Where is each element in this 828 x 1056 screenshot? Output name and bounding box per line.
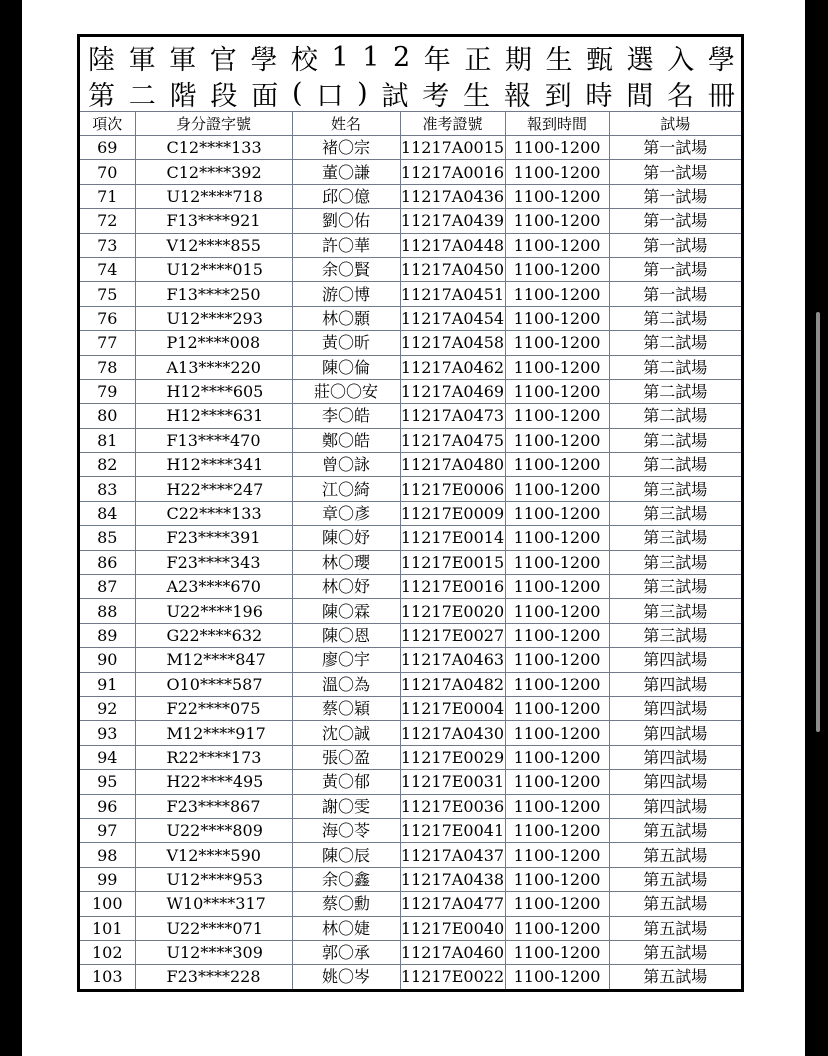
cell-name: 許〇華 (292, 233, 400, 257)
cell-report-time: 1100-1200 (505, 892, 609, 916)
cell-index: 78 (80, 355, 135, 379)
title-char: 正 (464, 44, 492, 76)
cell-index: 90 (80, 648, 135, 672)
table-row (80, 233, 741, 257)
cell-id-number: A13****220 (135, 355, 292, 379)
cell-index: 91 (80, 672, 135, 696)
cell-exam-room: 第三試場 (609, 477, 741, 501)
cell-admission-number: 11217A0015 (400, 136, 505, 160)
cell-exam-room: 第四試場 (609, 770, 741, 794)
table-row (80, 892, 741, 916)
table-row (80, 648, 741, 672)
cell-report-time: 1100-1200 (505, 233, 609, 257)
cell-exam-room: 第三試場 (609, 501, 741, 525)
title-char: 1 (331, 41, 349, 73)
cell-admission-number: 11217E0029 (400, 745, 505, 769)
cell-name: 黃〇郁 (292, 770, 400, 794)
cell-exam-room: 第二試場 (609, 379, 741, 403)
header-id-number: 身分證字號 (135, 112, 292, 136)
cell-name: 謝〇雯 (292, 794, 400, 818)
cell-admission-number: 11217A0482 (400, 672, 505, 696)
title-char: 生 (545, 44, 573, 76)
cell-admission-number: 11217A0469 (400, 379, 505, 403)
cell-report-time: 1100-1200 (505, 648, 609, 672)
table-row (80, 453, 741, 477)
cell-report-time: 1100-1200 (505, 940, 609, 964)
table-row (80, 575, 741, 599)
cell-report-time: 1100-1200 (505, 599, 609, 623)
table-row (80, 477, 741, 501)
cell-report-time: 1100-1200 (505, 770, 609, 794)
cell-name: 鄭〇皓 (292, 428, 400, 452)
cell-id-number: C12****392 (135, 160, 292, 184)
title-char: 1 (362, 41, 380, 73)
cell-id-number: C22****133 (135, 501, 292, 525)
cell-name: 余〇賢 (292, 257, 400, 281)
cell-admission-number: 11217A0448 (400, 233, 505, 257)
cell-name: 姚〇岑 (292, 965, 400, 989)
table-row (80, 696, 741, 720)
cell-report-time: 1100-1200 (505, 550, 609, 574)
title-char: 官 (209, 44, 237, 76)
table-row (80, 184, 741, 208)
cell-name: 莊〇〇安 (292, 379, 400, 403)
header-index: 項次 (80, 112, 135, 136)
cell-report-time: 1100-1200 (505, 379, 609, 403)
cell-name: 林〇顥 (292, 306, 400, 330)
table-row (80, 794, 741, 818)
cell-admission-number: 11217E0004 (400, 696, 505, 720)
cell-name: 劉〇佑 (292, 209, 400, 233)
table-row (80, 916, 741, 940)
title-line-1 (88, 39, 735, 75)
table-row (80, 331, 741, 355)
cell-exam-room: 第三試場 (609, 575, 741, 599)
cell-admission-number: 11217A0436 (400, 184, 505, 208)
title-char: 生 (463, 80, 491, 112)
cell-name: 海〇苓 (292, 818, 400, 842)
cell-id-number: G22****632 (135, 623, 292, 647)
cell-index: 73 (80, 233, 135, 257)
cell-admission-number: 11217A0480 (400, 453, 505, 477)
title-char: 甄 (586, 44, 614, 76)
table-row (80, 721, 741, 745)
cell-admission-number: 11217E0016 (400, 575, 505, 599)
cell-name: 游〇博 (292, 282, 400, 306)
title-char: 軍 (169, 44, 197, 76)
title-char: 學 (250, 44, 278, 76)
cell-index: 99 (80, 867, 135, 891)
title-char: 軍 (128, 44, 156, 76)
cell-exam-room: 第五試場 (609, 867, 741, 891)
roster-document (77, 34, 744, 992)
table-row (80, 136, 741, 160)
title-char: 到 (544, 80, 572, 112)
cell-name: 張〇盈 (292, 745, 400, 769)
cell-id-number: F13****470 (135, 428, 292, 452)
cell-report-time: 1100-1200 (505, 575, 609, 599)
cell-name: 章〇彥 (292, 501, 400, 525)
cell-exam-room: 第二試場 (609, 355, 741, 379)
header-name: 姓名 (292, 112, 400, 136)
cell-exam-room: 第四試場 (609, 745, 741, 769)
cell-exam-room: 第二試場 (609, 453, 741, 477)
title-char: 年 (423, 44, 451, 76)
cell-name: 黃〇昕 (292, 331, 400, 355)
cell-admission-number: 11217E0031 (400, 770, 505, 794)
cell-exam-room: 第四試場 (609, 721, 741, 745)
cell-id-number: V12****855 (135, 233, 292, 257)
cell-report-time: 1100-1200 (505, 355, 609, 379)
title-char: 期 (504, 44, 532, 76)
cell-admission-number: 11217A0016 (400, 160, 505, 184)
cell-admission-number: 11217A0451 (400, 282, 505, 306)
cell-index: 100 (80, 892, 135, 916)
cell-index: 87 (80, 575, 135, 599)
title-char: 考 (422, 80, 450, 112)
cell-exam-room: 第四試場 (609, 794, 741, 818)
cell-index: 79 (80, 379, 135, 403)
cell-admission-number: 11217A0475 (400, 428, 505, 452)
table-row (80, 867, 741, 891)
title-char: 校 (290, 44, 318, 76)
cell-admission-number: 11217A0454 (400, 306, 505, 330)
table-row (80, 282, 741, 306)
cell-index: 81 (80, 428, 135, 452)
cell-index: 102 (80, 940, 135, 964)
header-exam-room: 試場 (609, 112, 741, 136)
table-row (80, 404, 741, 428)
cell-admission-number: 11217E0027 (400, 623, 505, 647)
cell-report-time: 1100-1200 (505, 745, 609, 769)
cell-id-number: U12****718 (135, 184, 292, 208)
cell-name: 陳〇霖 (292, 599, 400, 623)
cell-exam-room: 第一試場 (609, 209, 741, 233)
table-row (80, 428, 741, 452)
cell-name: 林〇婕 (292, 916, 400, 940)
cell-report-time: 1100-1200 (505, 867, 609, 891)
cell-admission-number: 11217A0473 (400, 404, 505, 428)
cell-index: 71 (80, 184, 135, 208)
cell-report-time: 1100-1200 (505, 696, 609, 720)
cell-index: 84 (80, 501, 135, 525)
title-char: 階 (169, 80, 197, 112)
table-row (80, 843, 741, 867)
cell-name: 林〇瓔 (292, 550, 400, 574)
cell-id-number: F13****250 (135, 282, 292, 306)
cell-id-number: F22****075 (135, 696, 292, 720)
cell-name: 陳〇恩 (292, 623, 400, 647)
cell-id-number: F23****391 (135, 526, 292, 550)
cell-index: 72 (80, 209, 135, 233)
cell-admission-number: 11217E0006 (400, 477, 505, 501)
cell-id-number: H12****605 (135, 379, 292, 403)
title-char: ( (291, 77, 303, 109)
cell-exam-room: 第五試場 (609, 843, 741, 867)
cell-admission-number: 11217A0437 (400, 843, 505, 867)
cell-exam-room: 第二試場 (609, 428, 741, 452)
cell-name: 陳〇倫 (292, 355, 400, 379)
cell-name: 蔡〇穎 (292, 696, 400, 720)
cell-index: 70 (80, 160, 135, 184)
cell-index: 77 (80, 331, 135, 355)
title-char: 冊 (707, 80, 735, 112)
table-row (80, 355, 741, 379)
cell-report-time: 1100-1200 (505, 209, 609, 233)
cell-index: 75 (80, 282, 135, 306)
cell-id-number: U22****071 (135, 916, 292, 940)
cell-exam-room: 第五試場 (609, 818, 741, 842)
cell-index: 103 (80, 965, 135, 989)
cell-report-time: 1100-1200 (505, 843, 609, 867)
cell-name: 曾〇詠 (292, 453, 400, 477)
title-line-2 (88, 75, 735, 111)
cell-report-time: 1100-1200 (505, 965, 609, 989)
title-char: 第 (88, 80, 115, 112)
cell-report-time: 1100-1200 (505, 623, 609, 647)
cell-report-time: 1100-1200 (505, 282, 609, 306)
cell-name: 林〇妤 (292, 575, 400, 599)
cell-admission-number: 11217A0477 (400, 892, 505, 916)
cell-exam-room: 第五試場 (609, 940, 741, 964)
cell-exam-room: 第三試場 (609, 526, 741, 550)
cell-index: 85 (80, 526, 135, 550)
cell-exam-room: 第四試場 (609, 696, 741, 720)
cell-index: 74 (80, 257, 135, 281)
cell-index: 92 (80, 696, 135, 720)
table-row (80, 818, 741, 842)
cell-report-time: 1100-1200 (505, 794, 609, 818)
cell-report-time: 1100-1200 (505, 916, 609, 940)
cell-id-number: O10****587 (135, 672, 292, 696)
cell-report-time: 1100-1200 (505, 818, 609, 842)
cell-report-time: 1100-1200 (505, 257, 609, 281)
cell-id-number: U12****953 (135, 867, 292, 891)
cell-admission-number: 11217A0438 (400, 867, 505, 891)
cell-report-time: 1100-1200 (505, 306, 609, 330)
cell-admission-number: 11217A0450 (400, 257, 505, 281)
table-row (80, 623, 741, 647)
cell-id-number: F23****343 (135, 550, 292, 574)
table-row (80, 940, 741, 964)
title-char: 陸 (88, 44, 115, 76)
cell-id-number: H12****631 (135, 404, 292, 428)
title-char: 面 (251, 80, 279, 112)
cell-name: 褚〇宗 (292, 136, 400, 160)
table-row (80, 745, 741, 769)
title-char: 間 (626, 80, 654, 112)
cell-admission-number: 11217A0458 (400, 331, 505, 355)
title-char: 選 (626, 44, 654, 76)
cell-report-time: 1100-1200 (505, 331, 609, 355)
cell-id-number: U12****015 (135, 257, 292, 281)
table-row (80, 160, 741, 184)
cell-exam-room: 第三試場 (609, 550, 741, 574)
cell-id-number: F23****867 (135, 794, 292, 818)
title-char: ) (357, 77, 368, 109)
cell-exam-room: 第一試場 (609, 184, 741, 208)
cell-admission-number: 11217E0040 (400, 916, 505, 940)
cell-exam-room: 第二試場 (609, 331, 741, 355)
cell-id-number: M12****847 (135, 648, 292, 672)
title-char: 名 (667, 80, 695, 112)
cell-report-time: 1100-1200 (505, 501, 609, 525)
cell-report-time: 1100-1200 (505, 184, 609, 208)
title-char: 學 (707, 44, 735, 76)
table-row (80, 209, 741, 233)
table-row (80, 501, 741, 525)
cell-index: 80 (80, 404, 135, 428)
title-char: 口 (316, 80, 344, 112)
cell-exam-room: 第五試場 (609, 916, 741, 940)
cell-admission-number: 11217E0009 (400, 501, 505, 525)
cell-exam-room: 第三試場 (609, 623, 741, 647)
cell-index: 83 (80, 477, 135, 501)
cell-id-number: F13****921 (135, 209, 292, 233)
table-row (80, 379, 741, 403)
scrollbar[interactable] (816, 312, 820, 732)
cell-admission-number: 11217A0439 (400, 209, 505, 233)
table-header-row (80, 112, 741, 136)
cell-admission-number: 11217E0036 (400, 794, 505, 818)
cell-id-number: H12****341 (135, 453, 292, 477)
cell-name: 江〇綺 (292, 477, 400, 501)
cell-name: 沈〇誠 (292, 721, 400, 745)
table-row (80, 965, 741, 989)
cell-id-number: V12****590 (135, 843, 292, 867)
cell-index: 98 (80, 843, 135, 867)
cell-name: 溫〇為 (292, 672, 400, 696)
cell-exam-room: 第一試場 (609, 160, 741, 184)
cell-exam-room: 第二試場 (609, 306, 741, 330)
cell-index: 88 (80, 599, 135, 623)
cell-name: 郭〇承 (292, 940, 400, 964)
table-row (80, 770, 741, 794)
cell-name: 陳〇辰 (292, 843, 400, 867)
cell-index: 89 (80, 623, 135, 647)
cell-exam-room: 第一試場 (609, 136, 741, 160)
title-char: 報 (503, 80, 531, 112)
cell-name: 廖〇宇 (292, 648, 400, 672)
cell-id-number: H22****247 (135, 477, 292, 501)
cell-name: 蔡〇勳 (292, 892, 400, 916)
cell-name: 邱〇億 (292, 184, 400, 208)
cell-report-time: 1100-1200 (505, 136, 609, 160)
document-title (80, 37, 741, 112)
cell-report-time: 1100-1200 (505, 526, 609, 550)
title-char: 2 (393, 41, 411, 73)
cell-exam-room: 第一試場 (609, 257, 741, 281)
title-char: 二 (128, 80, 156, 112)
cell-admission-number: 11217E0022 (400, 965, 505, 989)
title-char: 時 (585, 80, 613, 112)
cell-index: 86 (80, 550, 135, 574)
cell-id-number: W10****317 (135, 892, 292, 916)
cell-report-time: 1100-1200 (505, 477, 609, 501)
cell-exam-room: 第四試場 (609, 648, 741, 672)
cell-report-time: 1100-1200 (505, 404, 609, 428)
cell-id-number: U22****809 (135, 818, 292, 842)
cell-index: 97 (80, 818, 135, 842)
header-report-time: 報到時間 (505, 112, 609, 136)
cell-id-number: U12****293 (135, 306, 292, 330)
cell-admission-number: 11217E0020 (400, 599, 505, 623)
cell-index: 76 (80, 306, 135, 330)
cell-id-number: M12****917 (135, 721, 292, 745)
cell-admission-number: 11217A0460 (400, 940, 505, 964)
cell-exam-room: 第二試場 (609, 404, 741, 428)
roster-table (80, 111, 741, 989)
table-row (80, 672, 741, 696)
cell-report-time: 1100-1200 (505, 672, 609, 696)
cell-exam-room: 第一試場 (609, 233, 741, 257)
cell-name: 李〇皓 (292, 404, 400, 428)
table-row (80, 550, 741, 574)
header-admission-number: 准考證號 (400, 112, 505, 136)
cell-id-number: P12****008 (135, 331, 292, 355)
cell-admission-number: 11217E0041 (400, 818, 505, 842)
table-row (80, 599, 741, 623)
cell-admission-number: 11217A0463 (400, 648, 505, 672)
table-row (80, 526, 741, 550)
table-row (80, 306, 741, 330)
title-char: 段 (210, 80, 238, 112)
cell-admission-number: 11217A0430 (400, 721, 505, 745)
cell-admission-number: 11217E0014 (400, 526, 505, 550)
cell-admission-number: 11217E0015 (400, 550, 505, 574)
cell-exam-room: 第五試場 (609, 965, 741, 989)
cell-id-number: U22****196 (135, 599, 292, 623)
cell-id-number: F23****228 (135, 965, 292, 989)
cell-index: 94 (80, 745, 135, 769)
cell-index: 93 (80, 721, 135, 745)
cell-exam-room: 第三試場 (609, 599, 741, 623)
cell-index: 69 (80, 136, 135, 160)
cell-name: 董〇謙 (292, 160, 400, 184)
cell-exam-room: 第五試場 (609, 892, 741, 916)
cell-index: 82 (80, 453, 135, 477)
cell-report-time: 1100-1200 (505, 721, 609, 745)
table-row (80, 257, 741, 281)
cell-report-time: 1100-1200 (505, 160, 609, 184)
cell-id-number: C12****133 (135, 136, 292, 160)
cell-id-number: R22****173 (135, 745, 292, 769)
cell-exam-room: 第四試場 (609, 672, 741, 696)
cell-id-number: U12****309 (135, 940, 292, 964)
cell-name: 余〇鑫 (292, 867, 400, 891)
cell-report-time: 1100-1200 (505, 453, 609, 477)
cell-exam-room: 第一試場 (609, 282, 741, 306)
cell-index: 95 (80, 770, 135, 794)
cell-report-time: 1100-1200 (505, 428, 609, 452)
title-char: 入 (667, 44, 695, 76)
title-char: 試 (381, 80, 409, 112)
cell-index: 101 (80, 916, 135, 940)
cell-index: 96 (80, 794, 135, 818)
cell-id-number: H22****495 (135, 770, 292, 794)
cell-name: 陳〇妤 (292, 526, 400, 550)
cell-id-number: A23****670 (135, 575, 292, 599)
cell-admission-number: 11217A0462 (400, 355, 505, 379)
